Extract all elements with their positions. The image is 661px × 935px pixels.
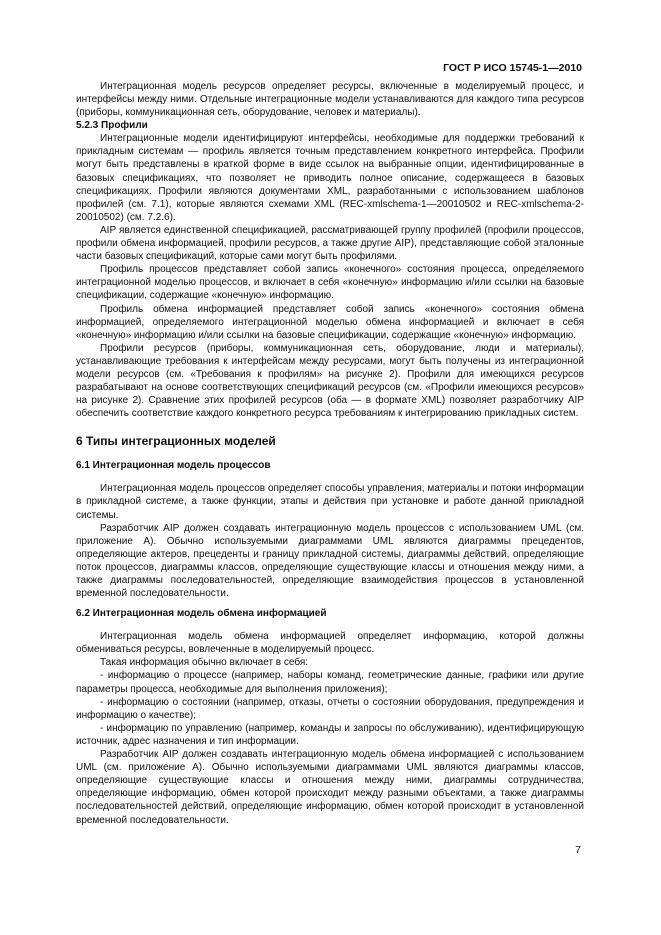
paragraph: Такая информация обычно включает в себя: [100,657,309,669]
document-header: ГОСТ Р ИСО 15745-1—2010 [443,62,582,74]
list-item: - информацию о процессе (например, наборы команд, геометрические данные, графики или другие параметры процесса, необходимые для выполнения приложения); [76,670,584,695]
paragraph: Интеграционная модель обмена информацией определяет информацию, которой должны обмениваться ресурсы, вовлеченные в моделируемый процесс. [76,631,584,656]
paragraph: Профиль обмена информацией представляет собой запись «конечного» состояния обмена информацией, определяемого интеграционной моделью обмена информацией и включает в себя «конечную» информацию и/или ссылки на базовые спецификации, содержащие «конечную» информацию. [76,303,584,341]
paragraph: Профиль процессов представляет собой запись «конечного» состояния процесса, определяемого интеграционной моделью процессов, и включает в себя «конечную» информацию и/или ссылки на базовые спецификации, содержащие «конечную» информацию. [76,264,584,302]
paragraph: Интеграционные модели идентифицируют интерфейсы, необходимые для поддержки требований к прикладным системам — профиль является точным представлением конкретного интерфейса. Профили могут быть представлены в краткой форме в виде ссылок на выбранные опции, идентифицированные в базовых спецификациях, что позволяет не приводить полное описание, содержащееся в базовых спецификациях. Профили являются документами XML, разработанными с использованием шаблонов профилей (см. 7.1), которые являются схемами XML (REC-xmlschema-1—20010502 и REC-xmlschema-2-20010502) (см. 7.2.6). [76,133,584,223]
subsection-title-6-2: 6.2 Интеграционная модель обмена информацией [76,608,327,620]
paragraph: AIP является единственной спецификацией, рассматривающей группу профилей (профили процессов, профили обмена информацией, профили ресурсов, а также другие AIP), представляющие собой эталонные части базовых спецификаций, которые сами могут быть профилями. [76,224,584,263]
paragraph: Разработчик AIP должен создавать интеграционную модель процессов с использованием UML (см. приложение А). Обычно используемыми диаграммами UML являются диаграммы прецедентов, определяющие актеров, прецеденты и границу прикладной системы, диаграммы действий, определяющие поток процессов, диаграммы классов, определяющие существующие классы и отношения между ними, а также диаграммы последовательностей, определяющие взаимодействия процессов в установленной временной последовательности. [76,522,584,600]
paragraph: Интеграционная модель процессов определяет способы управления, материалы и потоки информации в прикладной системе, а также функции, этапы и действия при установке и работе данной прикладной системы. [76,483,584,521]
subsection-title-5-2-3: 5.2.3 Профили [76,120,148,132]
paragraph: Разработчик AIP должен создавать интеграционную модель обмена информацией с использованием UML (см. приложение А). Обычно используемыми диаграммами UML являются диаграммы классов, определяющие существующие классы и отношения между ними, диаграммы сотрудничества, определяющие информацию, обмен которой происходит между разными объектами, а также диаграммы последовательностей действий, определяющие информацию, обмен которой происходит в установленной временной последовательности. [76,749,584,826]
section-title-6: 6 Типы интеграционных моделей [76,434,276,449]
page-body [76,80,584,827]
paragraph: Интеграционная модель ресурсов определяет ресурсы, включенные в моделируемый процесс, и интерфейсы между ними. Отдельные интеграционные модели устанавливаются для каждого типа ресурсов (приборы, коммуникационная сеть, оборудование, человек и материалы). [76,81,584,119]
subsection-title-6-1: 6.1 Интеграционная модель процессов [76,460,271,472]
list-item: - информацию по управлению (например, команды и запросы по обслуживанию), идентифицирующую источник, адрес назначения и тип информации. [76,722,584,747]
page-number: 7 [575,844,581,856]
paragraph: Профили ресурсов (приборы, коммуникационная сеть, оборудование, люди и материалы), устанавливающие требования к интерфейсам между ресурсами, могут быть получены из интеграционной модели ресурсов (см. «Требования к профилям» на рисунке 2). Профили для имеющихся ресурсов разрабатывают на основе соответствующих спецификаций ресурсов (см. «Профили имеющихся ресурсов» на рисунке 2). Сравнение этих профилей ресурсов (оба — в формате XML) позволяет разработчику AIP обеспечить соответствие каждого конкретного ресурса требованиям к интегрированию прикладных систем. [76,342,584,420]
list-item: - информацию о состоянии (например, отказы, отчеты о состоянии оборудования, предупреждения и информацию о качестве); [76,696,584,721]
